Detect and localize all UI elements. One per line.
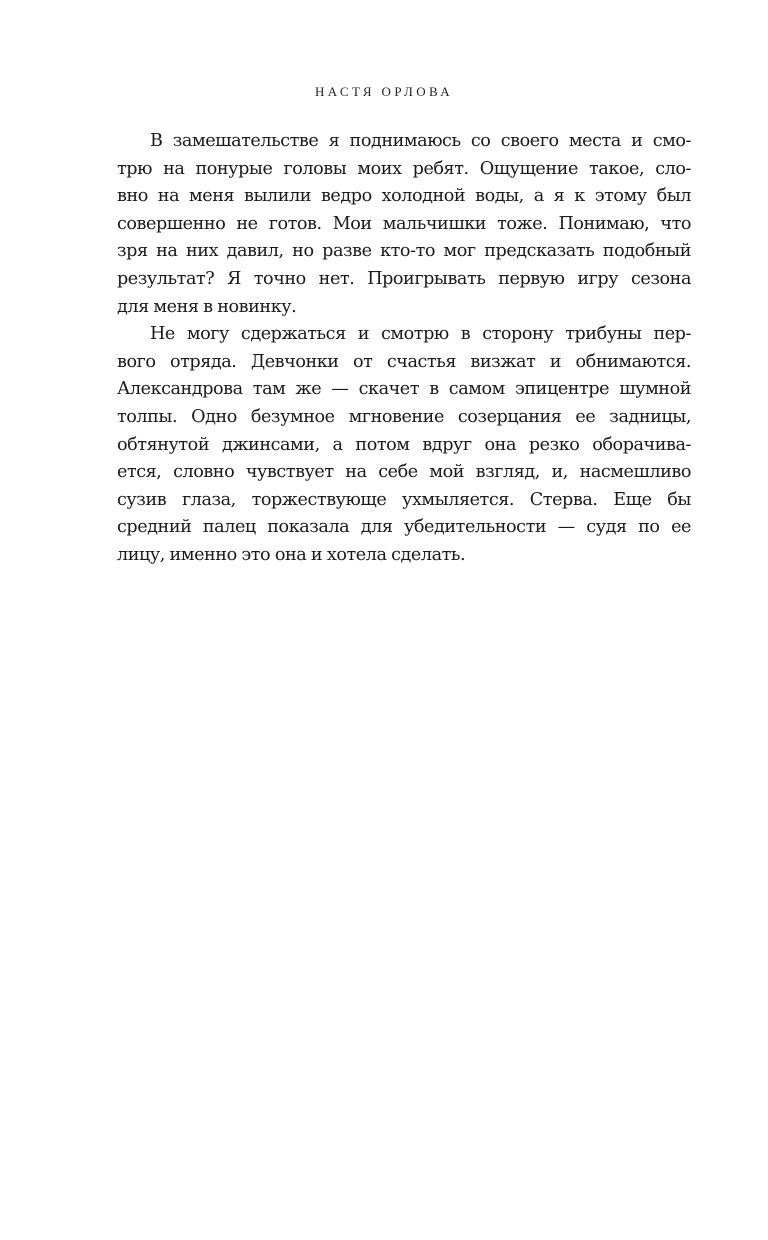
text-line: вно на меня вылили ведро холодной воды, а я к этому был (117, 186, 691, 207)
text-line: лицу, именно это она и хотела сделать. (117, 544, 466, 565)
text-line: вого отряда. Девчонки от счастья визжат и обнимаются. (117, 351, 691, 372)
text-line: Не могу сдержаться и смотрю в сторону трибуны пер- (150, 324, 691, 345)
text-line: трю на понурые головы моих ребят. Ощущение такое, сло- (117, 158, 691, 179)
text-line: совершенно не готов. Мои мальчишки тоже. Понимаю, что (117, 213, 691, 234)
text-line: зря на них давил, но разве кто-то мог предсказать подобный (117, 241, 691, 262)
text-line: обтянутой джинсами, а потом вдруг она резко оборачива- (117, 434, 691, 455)
text-line: ется, словно чувствует на себе мой взгляд, и, насмешливо (117, 462, 691, 483)
paragraph-1 (117, 128, 691, 321)
text-line: для меня в новинку. (117, 296, 297, 317)
text-line: В замешательстве я поднимаюсь со своего места и смо- (150, 131, 691, 151)
text-line: сузив глаза, торжествующе ухмыляется. Стерва. Еще бы (117, 489, 691, 510)
text-line: результат? Я точно нет. Проигрывать первую игру сезона (117, 268, 691, 289)
body-text (117, 128, 691, 570)
text-line: Александрова там же — скачет в самом эпицентре шумной (117, 379, 691, 400)
text-line: средний палец показала для убедительности — судя по ее (117, 517, 691, 538)
running-head-author: НАСТЯ ОРЛОВА (314, 84, 454, 99)
paragraph-2 (117, 321, 691, 569)
text-line: толпы. Одно безумное мгновение созерцания ее задницы, (117, 406, 691, 427)
